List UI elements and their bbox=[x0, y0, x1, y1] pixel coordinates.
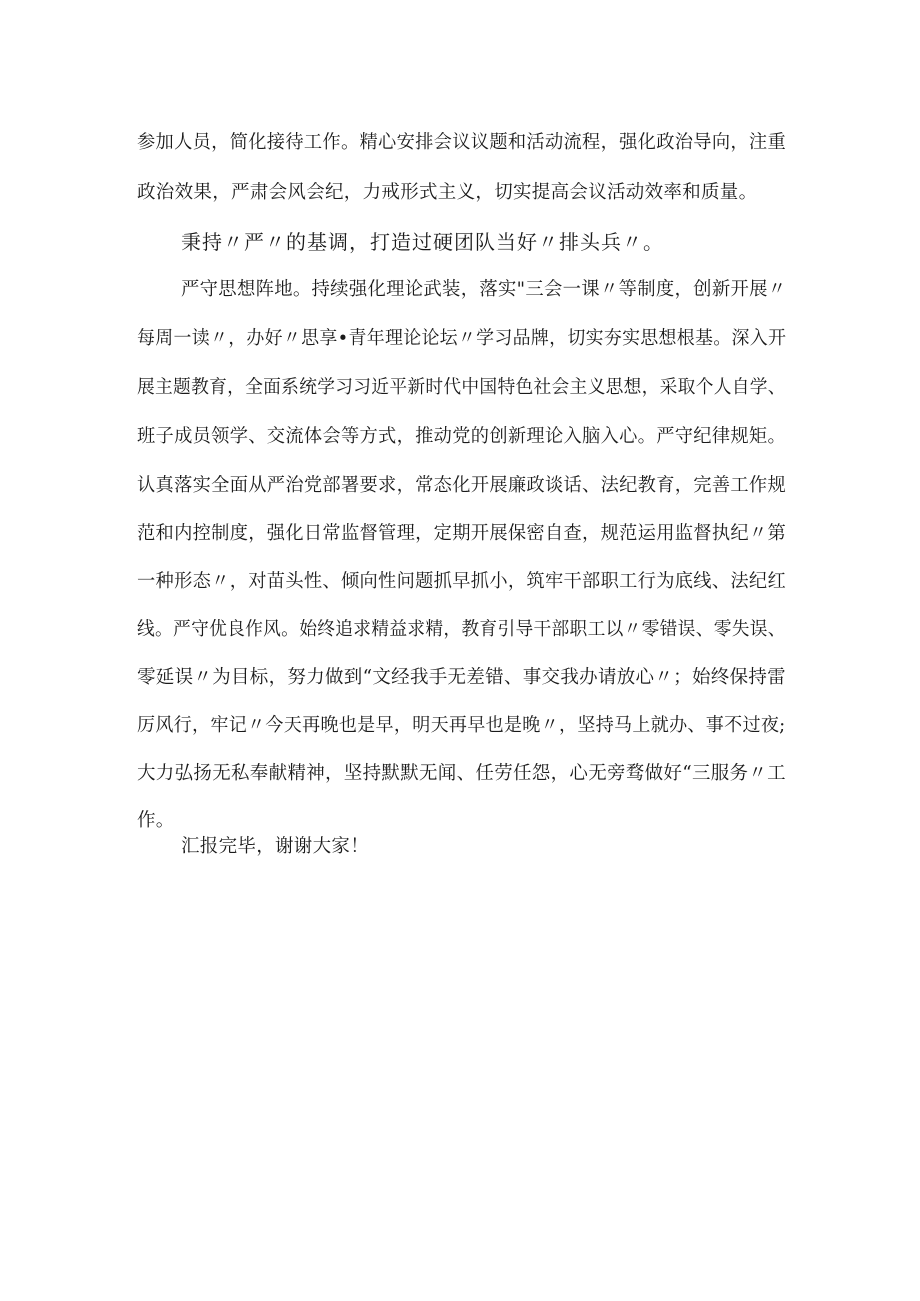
body-text-line: 大力弘扬无私奉献精神，坚持默默无闻、任劳任怨，心无旁骛做好“三服务〃工 bbox=[137, 763, 786, 784]
body-text-line: 政治效果，严肃会风会纪，力戒形式主义，切实提高会议活动效率和质量。 bbox=[137, 182, 758, 203]
body-text-line: 范和内控制度，强化日常监督管理，定期开展保密自查，规范运用监督执纪〃第 bbox=[137, 523, 787, 544]
body-text-line: 参加人员，简化接待工作。精心安排会议议题和活动流程，强化政治导向，注重 bbox=[137, 132, 787, 153]
body-text-line: 展主题教育，全面系统学习习近平新时代中国特色社会主义思想，采取个人自学、 bbox=[137, 377, 786, 398]
body-text-line: 线。严守优良作风。始终追求精益求精，教育引导干部职工以〃零错误、零失误、 bbox=[137, 619, 786, 640]
closing-remark: 汇报完毕，谢谢大家！ bbox=[181, 836, 370, 857]
section-heading: 秉持〃严〃的基调，打造过硬团队当好〃排头兵〃。 bbox=[181, 230, 664, 254]
body-text-line: 每周一读〃，办好〃思享•青年理论论坛〃学习品牌，切实夯实思想根基。深入开 bbox=[137, 328, 787, 349]
body-text-line: 零延误〃为目标，努力做到“文经我手无差错、事交我办请放心〃；始终保持雷 bbox=[137, 667, 786, 688]
body-text-line: 班子成员领学、交流体会等方式，推动党的创新理论入脑入心。严守纪律规矩。 bbox=[137, 426, 787, 447]
body-text-line: 严守思想阵地。持续强化理论武装，落实"三会一课〃等制度，创新开展〃 bbox=[181, 279, 787, 300]
body-text-line: 认真落实全面从严治党部署要求，常态化开展廉政谈话、法纪教育，完善工作规 bbox=[137, 475, 787, 496]
body-text-line: 厉风行，牢记〃今天再晚也是早，明天再早也是晚〃，坚持马上就办、事不过夜; bbox=[137, 715, 786, 736]
body-text-line: 一种形态〃，对苗头性、倾向性问题抓早抓小，筑牢干部职工行为底线、法纪红 bbox=[137, 571, 787, 592]
body-text-line: 作。 bbox=[137, 810, 175, 831]
